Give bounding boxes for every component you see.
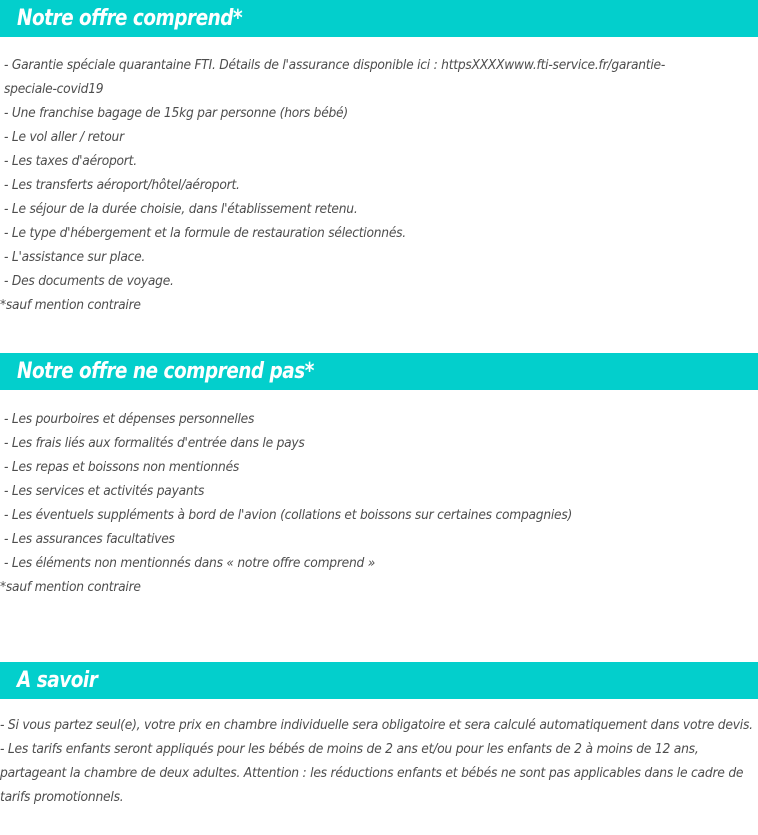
note-paragraph: - Si vous partez seul(e), votre prix en chambre individuelle sera obligatoire et sera calculé automatiquement dans votre devis.: [0, 718, 753, 733]
list-item: - Le vol aller / retour: [4, 130, 124, 145]
section-offer-excludes: [0, 353, 758, 600]
section-body-offer-includes: [0, 37, 758, 318]
section-title-good-to-know: A savoir: [17, 667, 98, 693]
section-title-offer-excludes: Notre offre ne comprend pas*: [17, 358, 314, 384]
list-item: - Les assurances facultatives: [4, 532, 175, 547]
section-header-offer-excludes: [0, 353, 758, 390]
list-item: - Les repas et boissons non mentionnés: [4, 460, 240, 475]
list-item: - Des documents de voyage.: [4, 274, 174, 289]
list-item: - Les taxes d'aéroport.: [4, 154, 137, 169]
offer-excludes-footnote: *sauf mention contraire: [0, 580, 141, 595]
list-item: - Le type d'hébergement et la formule de restauration sélectionnés.: [4, 226, 406, 241]
section-spacer: [0, 600, 758, 662]
list-item: - L'assistance sur place.: [4, 250, 146, 265]
offer-includes-footnote: *sauf mention contraire: [0, 298, 141, 313]
section-spacer: [0, 318, 758, 353]
section-title-offer-includes: Notre offre comprend*: [17, 5, 243, 31]
list-item: - Les frais liés aux formalités d'entrée dans le pays: [4, 436, 305, 451]
list-item: - Une franchise bagage de 15kg par personne (hors bébé): [4, 106, 348, 121]
offer-includes-intro: - Garantie spéciale quarantaine FTI. Détails de l'assurance disponible ici : httpsXXXXwww.fti-service.fr/garantie-speciale-covid19: [4, 58, 666, 97]
note-paragraph: - Les tarifs enfants seront appliqués pour les bébés de moins de 2 ans et/ou pour les enfants de 2 à moins de 12 ans, partageant la chambre de deux adultes. Attention : les réductions enfants et bébés ne sont pas applicables dans le cadre de tarifs promotionnels.: [0, 742, 744, 805]
section-header-offer-includes: [0, 0, 758, 37]
list-item: - Les services et activités payants: [4, 484, 205, 499]
list-item: - Les éventuels suppléments à bord de l'avion (collations et boissons sur certaines compagnies): [4, 508, 573, 523]
section-good-to-know: [0, 662, 758, 810]
section-body-offer-excludes: [0, 390, 758, 600]
list-item: - Les transferts aéroport/hôtel/aéroport.: [4, 178, 240, 193]
section-body-good-to-know: [0, 699, 758, 810]
list-item: - Les pourboires et dépenses personnelles: [4, 412, 255, 427]
section-offer-includes: [0, 0, 758, 318]
list-item: - Le séjour de la durée choisie, dans l'établissement retenu.: [4, 202, 358, 217]
section-header-good-to-know: [0, 662, 758, 699]
list-item: - Les éléments non mentionnés dans « notre offre comprend »: [4, 556, 376, 571]
